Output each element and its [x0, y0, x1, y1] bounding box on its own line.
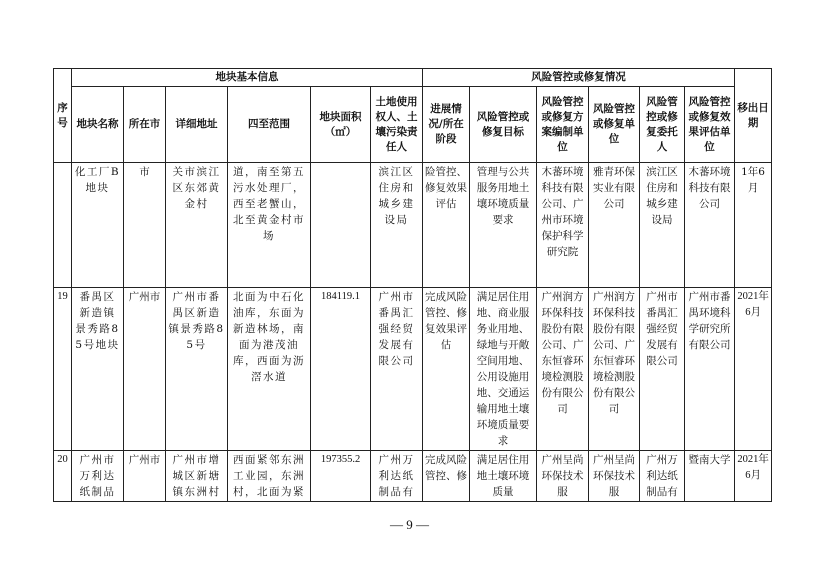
cell-progress: 完成风险管控、修复效果评估: [423, 288, 470, 451]
cell-boundary: 北面为中石化油库，东面为新造林场，南面为港茂油库，西面为沥滘水道: [228, 288, 311, 451]
cell-index: 20: [54, 451, 72, 502]
header-target: 风险管控或修复目标: [470, 87, 537, 163]
cell-exec-unit: 雅青环保实业有限公司: [589, 163, 640, 288]
header-plan-unit: 风险管控或修复方案编制单位: [537, 87, 589, 163]
cell-removal-date: 2021年6月: [735, 451, 772, 502]
page-number: — 9 —: [390, 517, 429, 532]
cell-address: 广州市增城区新塘镇东洲村: [166, 451, 228, 502]
cell-progress: 完成风险管控、修: [423, 451, 470, 502]
cell-city: 广州市: [124, 451, 166, 502]
cell-area: 184119.1: [311, 288, 371, 451]
cell-client: 滨江区住房和城乡建设局: [640, 163, 685, 288]
cell-target: 管理与公共服务用地土壤环境质量要求: [470, 163, 537, 288]
cell-plan-unit: 木蕃环境科技有限公司、广州市环境保护科学研究院: [537, 163, 589, 288]
header-address: 详细地址: [166, 87, 228, 163]
cell-removal-date: 2021年6月: [735, 288, 772, 451]
table-row: [54, 451, 772, 502]
header-owner: 土地使用权人、土壤污染责任人: [371, 87, 423, 163]
header-boundary: 四至范围: [228, 87, 311, 163]
cell-name: 番禺区新造镇景秀路85号地块: [72, 288, 124, 451]
header-name: 地块名称: [72, 87, 124, 163]
cell-city: 市: [124, 163, 166, 288]
cell-name: 广州市万利达纸制品: [72, 451, 124, 502]
header-group-basic: 地块基本信息: [72, 69, 423, 87]
header-client: 风险管控或修复委托人: [640, 87, 685, 163]
cell-target: 满足居住用地土壤环境质量: [470, 451, 537, 502]
cell-plan-unit: 广州呈尚环保技术服: [537, 451, 589, 502]
cell-owner: 广州万利达纸制品有: [371, 451, 423, 502]
cell-owner: 广州市番禺汇强经贸发展有限公司: [371, 288, 423, 451]
cell-client: 广州万利达纸制品有: [640, 451, 685, 502]
header-column-row: [54, 87, 772, 163]
cell-target: 满足居住用地、商业服务业用地、绿地与开敞空间用地、公用设施用地、交通运输用地土壤环境质量要求: [470, 288, 537, 451]
cell-eval-unit: 广州市番禺环境科学研究所有限公司: [685, 288, 735, 451]
cell-area: [311, 163, 371, 288]
cell-boundary: 西面紧邻东洲工业园，东洲村，北面为紧: [228, 451, 311, 502]
header-progress: 进展情况/所在阶段: [423, 87, 470, 163]
header-exec-unit: 风险管控或修复单位: [589, 87, 640, 163]
header-index: 序号: [54, 69, 72, 163]
header-group-row: [54, 69, 772, 87]
cell-progress: 险管控、修复效果评估: [423, 163, 470, 288]
cell-index: [54, 163, 72, 288]
cell-eval-unit: 暨南大学: [685, 451, 735, 502]
table-row: [54, 288, 772, 451]
header-area: 地块面积（㎡）: [311, 87, 371, 163]
cell-address: 广州市番禺区新造镇景秀路85号: [166, 288, 228, 451]
header-group-risk: 风险管控或修复情况: [423, 69, 735, 87]
cell-exec-unit: 广州润方环保科技股份有限公司、广东恒睿环境检测股份有限公司: [589, 288, 640, 451]
header-removal-date: 移出日期: [735, 69, 772, 163]
cell-name: 化工厂B地块: [72, 163, 124, 288]
header-city: 所在市: [124, 87, 166, 163]
cell-plan-unit: 广州润方环保科技股份有限公司、广东恒睿环境检测股份有限公司: [537, 288, 589, 451]
cell-removal-date: 1年6月: [735, 163, 772, 288]
header-eval-unit: 风险管控或修复效果评估单位: [685, 87, 735, 163]
cell-city: 广州市: [124, 288, 166, 451]
cell-index: 19: [54, 288, 72, 451]
cell-boundary: 道，南至第五污水处理厂，西至老蟹山，北至黄金村市场: [228, 163, 311, 288]
table-row: [54, 163, 772, 288]
contaminated-land-table: [53, 68, 772, 502]
cell-owner: 滨江区住房和城乡建设局: [371, 163, 423, 288]
cell-address: 关市滨江区东郊黄金村: [166, 163, 228, 288]
cell-exec-unit: 广州呈尚环保技术服: [589, 451, 640, 502]
cell-area: 197355.2: [311, 451, 371, 502]
cell-client: 广州市番禺汇强经贸发展有限公司: [640, 288, 685, 451]
cell-eval-unit: 木蕃环境科技有限公司: [685, 163, 735, 288]
